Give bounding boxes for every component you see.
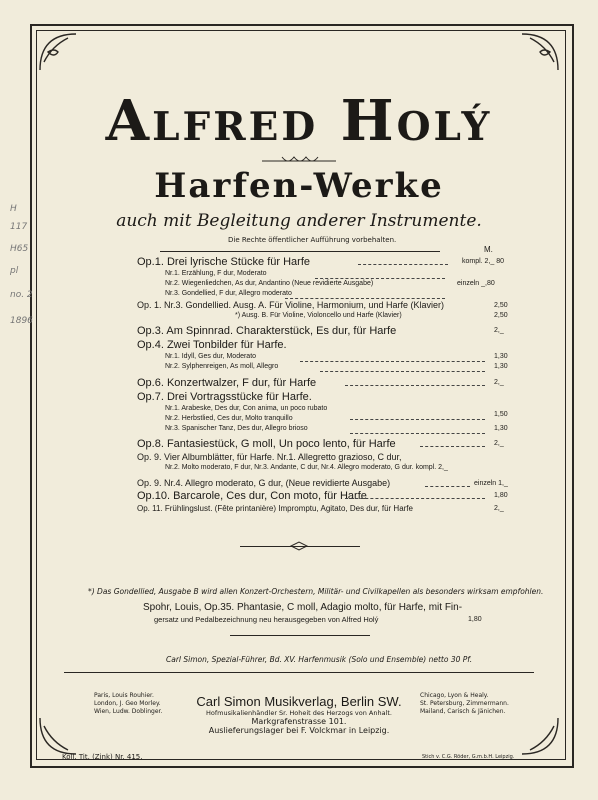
work-row	[0, 256, 598, 268]
publisher-address: Markgrafenstrasse 101.	[251, 717, 347, 726]
agent-petersburg: St. Petersburg, Zimmermann.	[420, 700, 509, 707]
work-label: Op. 11. Frühlingslust. (Fête printanière) Impromptu, Agitato, Des dur, für Harfe	[137, 504, 413, 513]
work-label: Op.8. Fantasiestück, G moll, Un poco lento, für Harfe	[137, 438, 396, 450]
leader-dots	[300, 361, 485, 362]
work-row	[0, 325, 598, 337]
work-label: Nr.2. Molto moderato, F dur, Nr.3. Andante, C dur, Nr.4. Allegro moderato, G dur. kompl. 2,_	[165, 464, 448, 471]
middle-ornament	[289, 541, 309, 551]
work-row	[0, 464, 598, 476]
work-label: Op.6. Konzertwalzer, F dur, für Harfe	[137, 377, 317, 389]
handwritten-mark-6: 1896	[10, 316, 33, 326]
work-price: 2,_	[494, 327, 504, 334]
work-row	[0, 391, 598, 403]
leader-dots	[420, 446, 485, 447]
leader-dots	[320, 371, 485, 372]
work-price: 2,_	[494, 440, 504, 447]
work-label: Nr.1. Arabeske, Des dur, Con anima, un poco rubato	[165, 405, 328, 412]
engraver-credit: Stich v. C.G. Röder, G.m.b.H. Leipzig.	[422, 754, 515, 760]
work-price: einzeln 1,_	[474, 480, 508, 487]
work-label: Nr.1. Idyll, Ges dur, Moderato	[165, 353, 257, 360]
work-label: Op. 9. Nr.4. Allegro moderato, G dur, (Neue revidierte Ausgabe)	[137, 478, 391, 488]
work-label: Nr.1. Erzählung, F dur, Moderato	[165, 270, 267, 277]
work-row	[0, 438, 598, 450]
collection-number: Koll. Tit. (Zink) Nr. 415.	[62, 753, 143, 761]
handwritten-mark-4: pl	[10, 266, 19, 276]
collection-title: Harfen-Werke	[154, 166, 444, 206]
agent-london: London, J. Geo Morley.	[94, 700, 161, 707]
work-label: Op. 9. Vier Albumblätter, für Harfe. Nr.1. Allegretto grazioso, C dur,	[137, 452, 402, 462]
work-row	[0, 478, 598, 490]
work-price: einzeln _,80	[457, 280, 495, 287]
leader-dots	[345, 498, 485, 499]
ornamental-rule-top	[160, 251, 440, 252]
work-row	[0, 425, 598, 437]
work-label: Op.7. Drei Vortragsstücke für Harfe.	[137, 391, 312, 403]
agent-chicago: Chicago, Lyon & Healy.	[420, 692, 489, 699]
corner-ornament-top-left	[38, 32, 78, 72]
work-price: 1,30	[494, 353, 508, 360]
spohr-line-1: Spohr, Louis, Op.35. Phantasie, C moll, Adagio molto, für Harfe, mit Fin-	[143, 602, 463, 613]
work-label: Op.4. Zwei Tonbilder für Harfe.	[137, 339, 287, 351]
leader-dots	[350, 419, 485, 420]
work-label: Nr.3. Gondellied, F dur, Allegro moderato	[165, 290, 292, 297]
work-label: Op.10. Barcarole, Ces dur, Con moto, für Harfe	[137, 490, 367, 502]
work-price: kompl. 2,_ 80	[462, 258, 505, 265]
spohr-price: 1,80	[468, 616, 482, 623]
work-label: Nr.2. Wiegenliedchen, As dur, Andantino (Neue revidierte Ausgabe)	[165, 280, 374, 287]
publisher-agent: Auslieferungslager bei F. Volckmar in Leipzig.	[208, 726, 390, 735]
leader-dots	[425, 486, 470, 487]
work-row	[0, 452, 598, 464]
footnote: *) Das Gondellied, Ausgabe B wird allen Konzert-Orchestern, Militär- und Civilkapellen als besonders wirksam empfohlen.	[88, 587, 544, 596]
work-row	[0, 312, 598, 324]
work-price: 1,80	[494, 492, 508, 499]
collection-subtitle: auch mit Begleitung anderer Instrumente.	[116, 211, 482, 231]
rights-notice: Die Rechte öffentlicher Aufführung vorbehalten.	[228, 236, 397, 244]
work-price: 2,_	[494, 505, 504, 512]
agent-mailand: Mailand, Carisch & Jänichen.	[420, 708, 506, 715]
work-price: 2,_	[494, 379, 504, 386]
publisher-separator	[64, 672, 534, 673]
work-price: 2,50	[494, 302, 508, 309]
work-label: *) Ausg. B. Für Violine, Violoncello und Harfe (Klavier)	[235, 312, 402, 319]
work-label: Op. 1. Nr.3. Gondellied. Ausg. A. Für Violine, Harmonium, und Harfe (Klavier)	[137, 300, 444, 310]
work-price: 1,30	[494, 425, 508, 432]
simon-guide-note: Carl Simon, Spezial-Führer, Bd. XV. Harfenmusik (Solo und Ensemble) netto 30 Pf.	[166, 655, 473, 664]
work-row	[0, 300, 598, 312]
work-price: 1,50	[494, 411, 508, 418]
agent-wien: Wien, Ludw. Doblinger.	[94, 708, 163, 715]
handwritten-mark-5: no. 2	[10, 290, 33, 300]
work-label: Nr.3. Spanischer Tanz, Des dur, Allegro brioso	[165, 425, 308, 432]
publisher-name: Carl Simon Musikverlag, Berlin SW.	[196, 694, 402, 709]
publisher-block	[0, 694, 598, 735]
currency-label: M.	[484, 245, 493, 254]
leader-dots	[358, 264, 448, 265]
leader-dots	[345, 385, 485, 386]
work-label: Nr.2. Herbstlied, Ces dur, Molto tranquillo	[165, 415, 293, 422]
work-price: 1,30	[494, 363, 508, 370]
work-label: Op.1. Drei lyrische Stücke für Harfe	[137, 256, 311, 268]
spohr-line-2: gersatz und Pedalbezeichnung neu herausgegeben von Alfred Holý	[154, 615, 379, 624]
agent-paris: Paris, Louis Rouhier.	[94, 692, 154, 699]
handwritten-mark-3: H65	[10, 244, 29, 254]
composer-title: Alfred Holý	[105, 88, 493, 154]
work-row	[0, 504, 598, 516]
title-divider-ornament	[262, 156, 336, 166]
work-label: Nr.2. Sylphenreigen, As moll, Allegro	[165, 363, 279, 370]
leader-dots	[350, 433, 485, 434]
handwritten-mark-2: 117	[10, 222, 28, 232]
handwritten-mark-1: H	[10, 204, 17, 214]
corner-ornament-top-right	[520, 32, 560, 72]
leader-dots	[285, 298, 445, 299]
work-label: Op.3. Am Spinnrad. Charakterstück, Es dur, für Harfe	[137, 325, 397, 337]
work-price: 2,50	[494, 312, 508, 319]
work-row	[0, 363, 598, 375]
publisher-subtitle: Hofmusikalienhändler Sr. Hoheit des Herzogs von Anhalt.	[206, 709, 392, 717]
work-row	[0, 490, 598, 502]
leader-dots	[315, 278, 445, 279]
work-row	[0, 377, 598, 389]
work-row	[0, 339, 598, 351]
ornamental-rule-lower	[230, 635, 370, 636]
